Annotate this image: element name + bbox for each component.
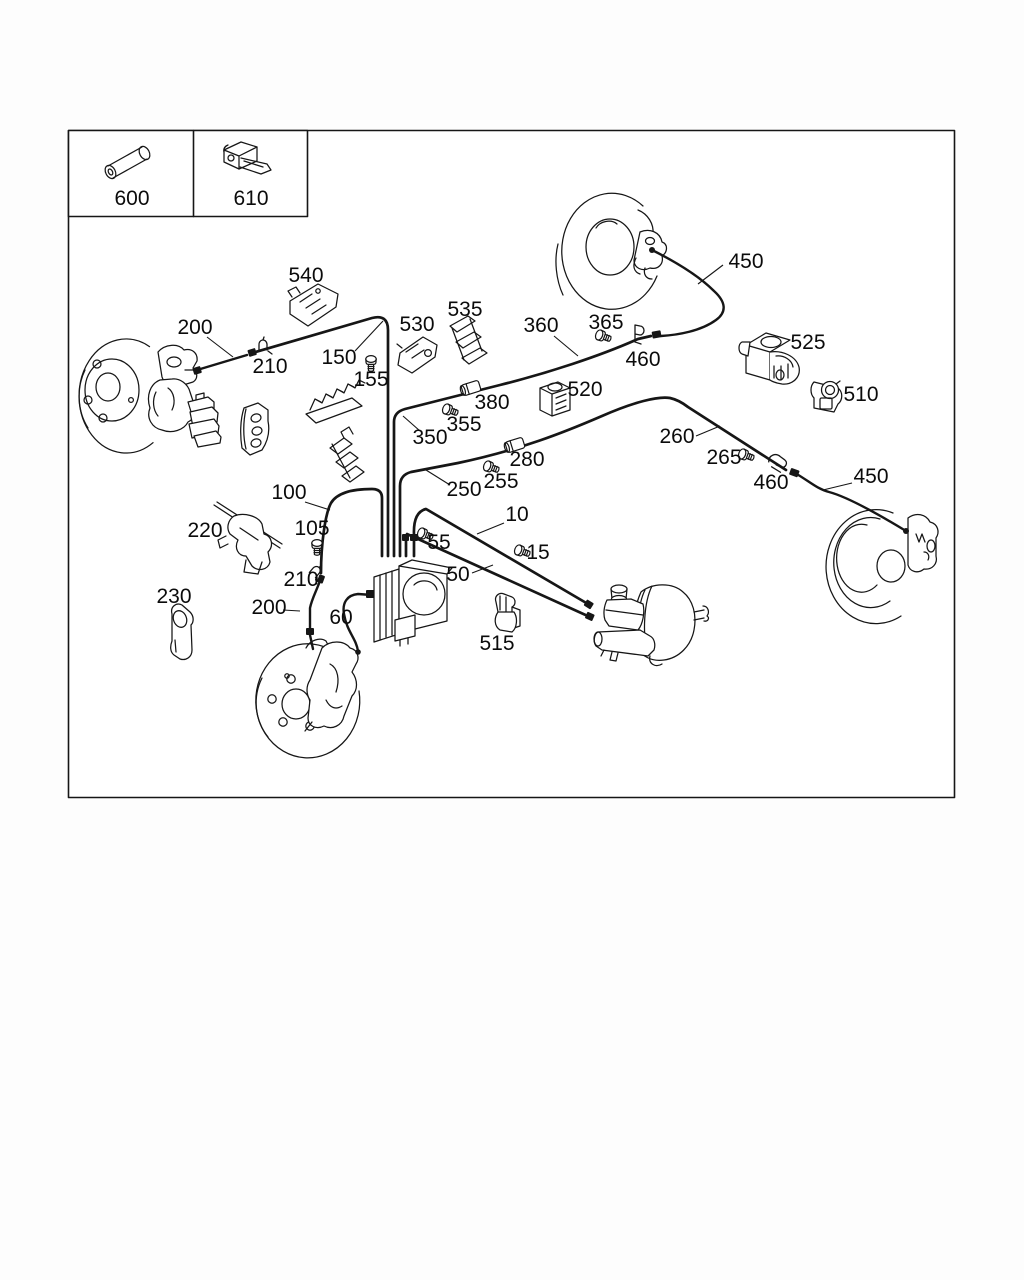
callout-355[interactable]: 355: [446, 413, 482, 436]
callout-210-front-left[interactable]: 210: [252, 355, 288, 378]
callout-150[interactable]: 150: [321, 346, 357, 369]
callout-100[interactable]: 100: [271, 481, 307, 504]
callout-350[interactable]: 350: [412, 426, 448, 449]
callout-365[interactable]: 365: [588, 311, 624, 334]
callout-15[interactable]: 15: [526, 541, 550, 564]
callout-260[interactable]: 260: [659, 425, 695, 448]
callout-105[interactable]: 105: [294, 517, 330, 540]
callout-450-rear-left[interactable]: 450: [728, 250, 764, 273]
bracket-230: [171, 604, 193, 659]
callout-380[interactable]: 380: [474, 391, 510, 414]
callout-610[interactable]: 610: [233, 187, 269, 210]
callout-250[interactable]: 250: [446, 478, 482, 501]
callout-265[interactable]: 265: [706, 446, 742, 469]
callout-230[interactable]: 230: [156, 585, 192, 608]
callout-155[interactable]: 155: [353, 368, 389, 391]
callout-450-rear-right[interactable]: 450: [853, 465, 889, 488]
callout-55[interactable]: 55: [427, 531, 451, 554]
callout-510[interactable]: 510: [843, 383, 879, 406]
callout-60[interactable]: 60: [329, 606, 353, 629]
callout-535[interactable]: 535: [447, 298, 483, 321]
callout-460-lower[interactable]: 460: [753, 471, 789, 494]
callout-10[interactable]: 10: [505, 503, 529, 526]
callout-200-front-left[interactable]: 200: [177, 316, 213, 339]
callout-220[interactable]: 220: [187, 519, 223, 542]
callout-200-front-right[interactable]: 200: [251, 596, 287, 619]
callout-530[interactable]: 530: [399, 313, 435, 336]
callout-255[interactable]: 255: [483, 470, 519, 493]
callout-540[interactable]: 540: [288, 264, 324, 287]
callout-515[interactable]: 515: [479, 632, 515, 655]
junction-holder-520: [540, 382, 570, 416]
callout-360[interactable]: 360: [523, 314, 559, 337]
callout-50[interactable]: 50: [446, 563, 470, 586]
callout-210-front-right[interactable]: 210: [283, 568, 319, 591]
callout-520[interactable]: 520: [567, 378, 603, 401]
callout-525[interactable]: 525: [790, 331, 826, 354]
callout-600[interactable]: 600: [114, 187, 150, 210]
callout-280[interactable]: 280: [509, 448, 545, 471]
callout-460-upper[interactable]: 460: [625, 348, 661, 371]
